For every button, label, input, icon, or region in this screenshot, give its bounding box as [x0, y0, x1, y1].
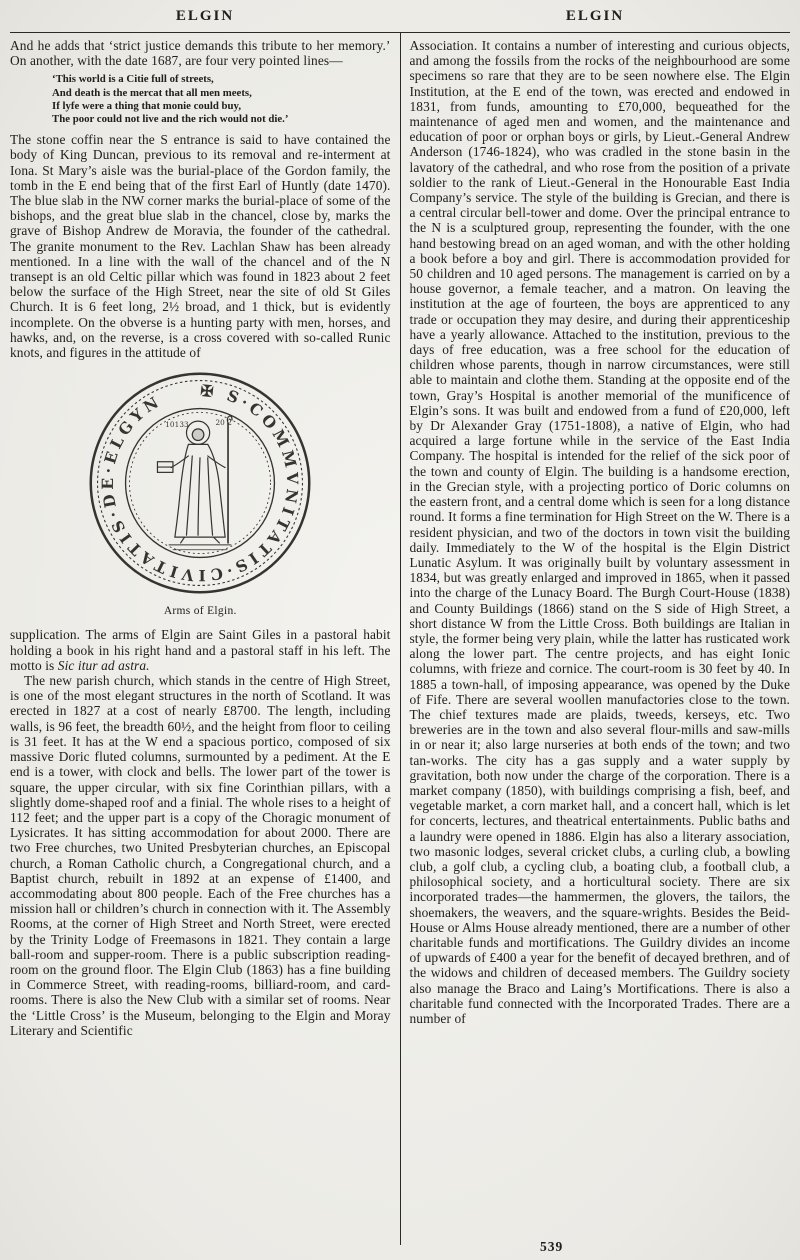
robe-fold [198, 458, 200, 535]
feet [181, 537, 220, 543]
paragraph-supplication-text: supplication. The arms of Elgin are Saint Giles in a pastoral habit holding a book in his right hand and a pastoral staff in his left. The motto is [10, 627, 391, 673]
seal-engraving-mark-right: 20 2 [215, 418, 233, 428]
paragraph-intro: And he adds that ‘strict justice demands this tribute to her memory.’ On another, with the date 1687, are four very pointed lines— [10, 38, 391, 69]
page-header-left: ELGIN [175, 8, 235, 24]
svg-text:✠ S·COMMVNITATIS·CIVITATIS·DE· [98, 381, 302, 586]
text-columns [10, 32, 790, 1245]
verse-line: If lyfe were a thing that monie could buy, [52, 99, 242, 112]
robe-fold [187, 456, 193, 535]
page-number: 539 [540, 1239, 564, 1254]
seal-caption: Arms of Elgin. [163, 605, 237, 618]
head [193, 429, 205, 441]
page-header-right: ELGIN [565, 8, 625, 24]
verse-quote [52, 73, 391, 126]
verse-line: ‘This world is a Citie full of streets, [52, 73, 214, 86]
paragraph-new-parish-church: The new parish church, which stands in the centre of High Street, is one of the most elegant structures in the north of Scotland. It was erected in 1827 at a cost of nearly £8700. The length, including walls, is 96 feet, the breadth 60½, and the height from floor to ceiling is 31 feet. It has at the W end a spacious portico, composed of six massive Doric fluted columns, surmounted by a pediment. At the E end is a tower, with clock and bells. The lower part of the tower is square, the upper circular, with six fine Corinthian pillars, with a slightly dome-shaped roof and a finial. The whole rises to a height of 112 feet; and the upper part is a copy of the Choragic monument of Lysicrates. It has sitting accommodation for about 2000. There are two Free churches, two United Presbyterian churches, an Episcopal church, a Roman Catholic church, a Congregational church, and a Baptist church, rebuilt in 1892 at an expense of £1400, and accommodating about 800 people. Each of the Free churches has a mission hall or children’s church in connection with it. The Assembly Rooms, at the corner of High Street and North Street, were erected by the Trinity Lodge of Freemasons in 1821. They contain a large ball-room and supper-room. There is a public subscription reading-room on the ground floor. The Elgin Club (1863) has a fine building in Commerce Street, with reading-rooms, billiard-room, and card-rooms. There is also the New Club with a similar set of rooms. Near the ‘Little Cross’ is the Museum, belonging to the Elgin and Moray Literary and Scientific [10, 673, 391, 1038]
seal-engraving-mark-left: 10133 [165, 420, 189, 430]
seal-inscription: ✠ S·COMMVNITATIS·CIVITATIS·DE·ELGYN [98, 380, 303, 586]
seal-figure [10, 367, 391, 618]
paragraph-association: Association. It contains a number of interesting and curious objects, and among the fossils from the rocks of the neighbourhood are some specimens so rare that they are to be seen nowhere else. The Elgin Institution, at the E end of the town, was erected and endowed in 1831, from funds, amounting to £70,000, bequeathed for the maintenance of aged men and women, and the maintenance and education of poor or orphan boys or girls, by Lieut.-General Andrew Anderson (1746-1824), who was cradled in the stone basin in the lavatory of the cathedral, and who rose from the position of a private soldier to the rank of Lieut.-General in the Honourable East India Company’s service. The style of the building is Grecian, and there is a central circular bell-tower and dome. Over the principal entrance to the N is a sculptured group, representing the founder, with the one hand bestowing bread on an aged woman, and with the other holding a book before a boy and girl. There is accommodation provided for 50 children and 10 aged persons. The management is carried on by a house governor, a female teacher, and a matron. On leaving the institution at the age of fourteen, the boys are apprenticed to any trade or occupation they may desire, and during their apprenticeship have a yearly allowance. Attached to the institution, previous to the days of free education, was a free school for the education of children whose parents, though in narrow circumstances, were still able to maintain and clothe them. Standing at the opposite end of the town, Gray’s Hospital is another memorial of the munificence of Elgin’s sons. It was built and endowed from a fund of £20,000, left by Dr Alexander Gray (1751-1808), a native of Elgin, who had acquired a large fortune while in the service of the East India Company. The hospital is intended for the relief of the sick poor of the town and county of Elgin. The building is a handsome erection, in the Grecian style, with a projecting portico of Doric columns on the eastern front, and a central dome which is seen for a long distance round. It forms a fine termination for High Street on the W. There is a resident physician, and two of the doctors in town visit the building daily. Immediately to the W of the hospital is the Elgin District Lunatic Asylum. It was originally built by voluntary assessment in 1834, but was greatly enlarged and improved in 1865, when it passed into the charge of the Lunacy Board. The Burgh Court-House (1838) and County Buildings (1866) stand on the S side of High Street, a short distance W from the Little Cross. Both buildings are Italian in style, the former being very plain, while the latter has rusticated work along the lower part. The centre projects, and has eight Ionic columns, with frieze and cornice. The court-room is 30 feet by 40. In 1885 a town-hall, of imposing appearance, was opened by the Duke of Fife. There are several woollen manufactories close to the town. The chief textures made are plaids, tweeds, kerseys, etc. Two breweries are in the town and also several flour-mills and saw-mills in or near it; also large nurseries at both ends of the town; and two tan-works. The city has a gas supply and a water supply by gravitation, both now under the charge of the corporation. There is a market company (1850), with buildings comprising a fish, beef, and vegetable market, a corn market hall, and a concert hall, which is let for concerts, lectures, and theatrical entertainments. Public baths and a laundry were opened in 1886. Elgin has also a literary association, two masonic lodges, several cricket clubs, a curling club, a bowling club, a golf club, a cycling club, a boating club, a football club, a philosophical society, and a horticultural society. There are six incorporated trades—the hammermen, the glovers, the tailors, the shoemakers, the weavers, and the square-wrights. Besides the Beid-House or Alms House already mentioned, there are a number of other charitable funds and mortifications. The Guildry divides an income of upwards of £400 a year for the benefit of decayed brethren, and of the widows and children of deceased members. The Guildry society also manage the Braco and Laing’s Mortifications. There is also a charitable fund connected with the Incorporated Trades. There are a number of [409, 38, 790, 1026]
verse-line: And death is the mercat that all men meets, [52, 86, 252, 99]
right-column [401, 33, 791, 1245]
left-column [10, 33, 400, 1245]
verse-line: The poor could not live and the rich would not die.’ [52, 113, 289, 126]
arms-of-elgin-seal-illustration [84, 367, 316, 599]
saint-giles-figure [158, 416, 233, 550]
robe-fold [208, 458, 213, 535]
seal-rings [91, 374, 309, 592]
running-heads [10, 6, 790, 32]
motto-italic: Sic itur ad astra. [57, 657, 150, 673]
paragraph-stone-coffin: The stone coffin near the S entrance is said to have contained the body of King Duncan, previous to its removal and re-interment at Iona. St Mary’s aisle was the burial-place of the Gordon family, the tomb in the E end being that of the first Earl of Huntly (date 1470). The blue slab in the NW corner marks the burial-place of some of the bishops, and the great blue slab in the chancel, close by, marks the grave of Bishop Andrew de Moravia, the founder of the cathedral. The granite monument to the Rev. Lachlan Shaw has been already mentioned. In a line with the wall of the chancel and of the N transept is an old Celtic pillar which was found in 1823 about 2 feet below the surface of the High Street, near the site of old St Giles Church. It is 6 feet long, 2½ broad, and 1 thick, but is evidently incomplete. On the obverse is a hunting party with men, horses, and hawks, and, on the reverse, is a cross covered with so-called Runic knots, and figures in the attitude of [10, 132, 391, 361]
right-arm [171, 456, 188, 468]
paragraph-supplication [10, 627, 391, 673]
